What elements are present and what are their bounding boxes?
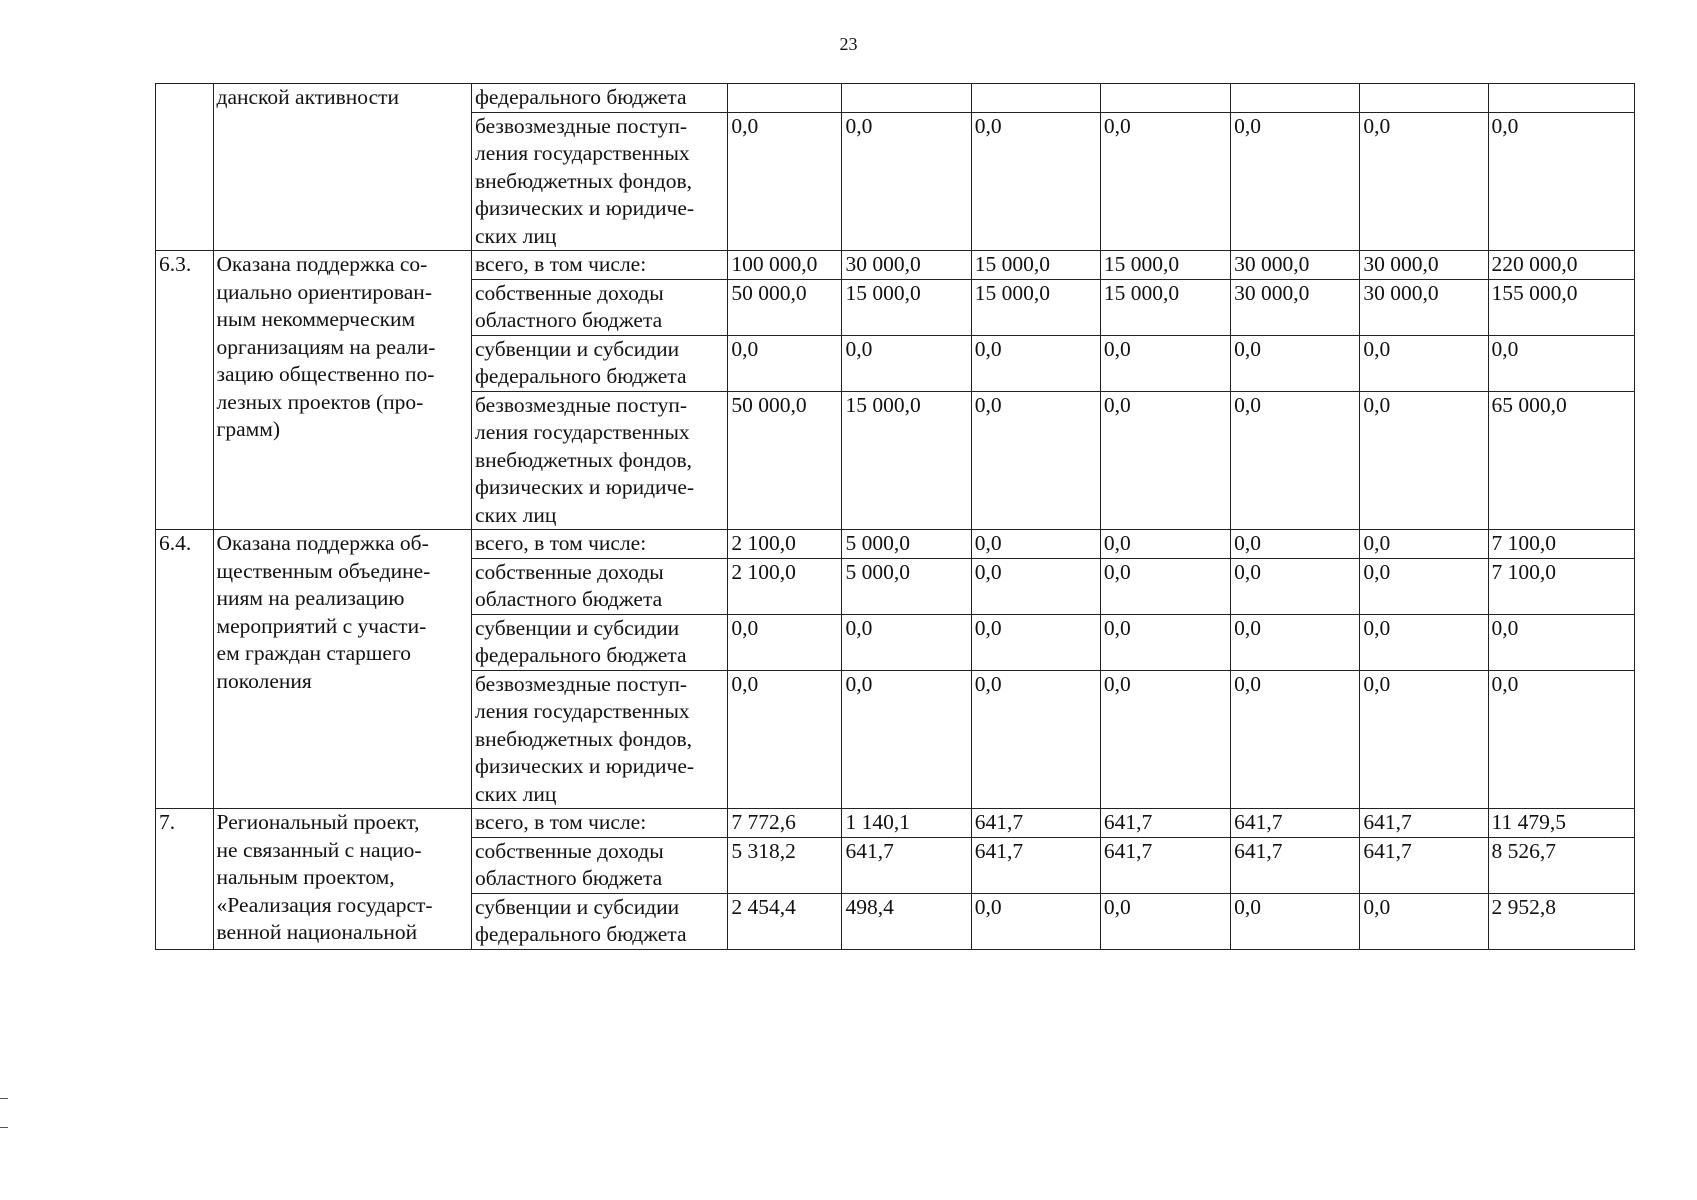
year-value-cell: 0,0 xyxy=(971,530,1100,559)
year-value-cell: 0,0 xyxy=(1100,530,1230,559)
year-value-cell: 0,0 xyxy=(842,614,971,670)
year-value-cell: 0,0 xyxy=(842,335,971,391)
year-value-cell: 0,0 xyxy=(1231,530,1360,559)
year-value-cell: 0,0 xyxy=(1100,893,1230,949)
year-value-cell xyxy=(971,84,1100,113)
year-value-cell: 0,0 xyxy=(1360,335,1488,391)
total-value-cell: 7 100,0 xyxy=(1488,558,1634,614)
margin-mark xyxy=(0,1098,8,1099)
year-value-cell: 641,7 xyxy=(1360,809,1488,838)
year-value-cell xyxy=(728,84,842,113)
year-value-cell: 15 000,0 xyxy=(971,279,1100,335)
year-value-cell xyxy=(1360,84,1488,113)
year-value-cell: 30 000,0 xyxy=(1231,251,1360,280)
year-value-cell: 15 000,0 xyxy=(1100,279,1230,335)
year-value-cell: 0,0 xyxy=(1360,558,1488,614)
year-value-cell: 0,0 xyxy=(1231,614,1360,670)
year-value-cell: 30 000,0 xyxy=(1360,279,1488,335)
table-row xyxy=(156,809,1635,838)
year-value-cell: 0,0 xyxy=(1100,335,1230,391)
year-value-cell: 0,0 xyxy=(1360,112,1488,251)
year-value-cell: 50 000,0 xyxy=(728,391,842,530)
year-value-cell: 2 100,0 xyxy=(728,530,842,559)
item-number-cell: 6.4. xyxy=(156,530,214,809)
funding-source-cell: собственные доходы областного бюджета xyxy=(471,279,727,335)
year-value-cell xyxy=(1100,84,1230,113)
year-value-cell: 30 000,0 xyxy=(842,251,971,280)
year-value-cell: 0,0 xyxy=(1100,670,1230,809)
year-value-cell: 0,0 xyxy=(1100,391,1230,530)
year-value-cell: 0,0 xyxy=(1231,893,1360,949)
total-value-cell: 65 000,0 xyxy=(1488,391,1634,530)
table-row xyxy=(156,84,1635,113)
year-value-cell xyxy=(842,84,971,113)
year-value-cell: 0,0 xyxy=(971,391,1100,530)
year-value-cell: 50 000,0 xyxy=(728,279,842,335)
year-value-cell: 2 454,4 xyxy=(728,893,842,949)
funding-source-cell: субвенции и субсидии федерального бюджета xyxy=(471,893,727,949)
funding-source-cell: безвозмездные поступ- ления государственных внебюджетных фондов, физических и юридиче- ских лиц xyxy=(471,112,727,251)
year-value-cell: 0,0 xyxy=(1360,893,1488,949)
funding-source-cell: собственные доходы областного бюджета xyxy=(471,558,727,614)
year-value-cell: 641,7 xyxy=(971,809,1100,838)
year-value-cell: 15 000,0 xyxy=(1100,251,1230,280)
item-name-cell: Оказана поддержка об- щественным объедине- ниям на реализацию мероприятий с участи- ем граждан старшего поколения xyxy=(213,530,471,809)
total-value-cell: 0,0 xyxy=(1488,112,1634,251)
funding-source-cell: субвенции и субсидии федерального бюджета xyxy=(471,335,727,391)
item-name-cell: данской активности xyxy=(213,84,471,251)
item-number-cell: 7. xyxy=(156,809,214,950)
year-value-cell: 2 100,0 xyxy=(728,558,842,614)
total-value-cell: 155 000,0 xyxy=(1488,279,1634,335)
funding-source-cell: безвозмездные поступ- ления государственных внебюджетных фондов, физических и юридиче- ских лиц xyxy=(471,670,727,809)
funding-source-cell: всего, в том числе: xyxy=(471,251,727,280)
year-value-cell: 0,0 xyxy=(1360,614,1488,670)
funding-source-cell: всего, в том числе: xyxy=(471,809,727,838)
total-value-cell: 7 100,0 xyxy=(1488,530,1634,559)
item-number-cell xyxy=(156,84,214,251)
item-name-cell: Региональный проект, не связанный с нацио- нальным проектом, «Реализация государст- венной национальной xyxy=(213,809,471,950)
year-value-cell: 0,0 xyxy=(971,558,1100,614)
item-name-cell: Оказана поддержка со- циально ориентирован- ным некоммерческим организациям на реали- зацию общественно по- лезных проектов (про- грамм) xyxy=(213,251,471,530)
item-number-cell: 6.3. xyxy=(156,251,214,530)
margin-mark xyxy=(0,1127,8,1128)
table-row xyxy=(156,530,1635,559)
year-value-cell: 0,0 xyxy=(1360,670,1488,809)
year-value-cell: 0,0 xyxy=(842,112,971,251)
year-value-cell: 0,0 xyxy=(1231,335,1360,391)
year-value-cell: 0,0 xyxy=(1100,112,1230,251)
year-value-cell: 0,0 xyxy=(971,670,1100,809)
year-value-cell: 5 000,0 xyxy=(842,530,971,559)
year-value-cell: 1 140,1 xyxy=(842,809,971,838)
funding-source-cell: всего, в том числе: xyxy=(471,530,727,559)
year-value-cell: 5 318,2 xyxy=(728,837,842,893)
year-value-cell: 0,0 xyxy=(1231,670,1360,809)
total-value-cell: 0,0 xyxy=(1488,614,1634,670)
year-value-cell: 0,0 xyxy=(971,893,1100,949)
total-value-cell: 0,0 xyxy=(1488,670,1634,809)
year-value-cell: 0,0 xyxy=(971,112,1100,251)
year-value-cell: 0,0 xyxy=(971,335,1100,391)
funding-source-cell: субвенции и субсидии федерального бюджета xyxy=(471,614,727,670)
total-value-cell: 8 526,7 xyxy=(1488,837,1634,893)
total-value-cell xyxy=(1488,84,1634,113)
year-value-cell: 5 000,0 xyxy=(842,558,971,614)
year-value-cell: 7 772,6 xyxy=(728,809,842,838)
year-value-cell: 0,0 xyxy=(1100,558,1230,614)
table-body xyxy=(156,84,1635,950)
total-value-cell: 11 479,5 xyxy=(1488,809,1634,838)
page-number: 23 xyxy=(839,34,858,54)
year-value-cell: 641,7 xyxy=(1360,837,1488,893)
year-value-cell: 0,0 xyxy=(1360,391,1488,530)
total-value-cell: 220 000,0 xyxy=(1488,251,1634,280)
year-value-cell: 641,7 xyxy=(1231,837,1360,893)
year-value-cell: 0,0 xyxy=(728,335,842,391)
year-value-cell: 30 000,0 xyxy=(1360,251,1488,280)
year-value-cell: 0,0 xyxy=(971,614,1100,670)
year-value-cell: 0,0 xyxy=(1231,391,1360,530)
year-value-cell: 0,0 xyxy=(1231,558,1360,614)
year-value-cell: 641,7 xyxy=(1231,809,1360,838)
year-value-cell: 0,0 xyxy=(842,670,971,809)
year-value-cell: 0,0 xyxy=(728,614,842,670)
year-value-cell: 15 000,0 xyxy=(842,391,971,530)
year-value-cell: 0,0 xyxy=(728,112,842,251)
total-value-cell: 0,0 xyxy=(1488,335,1634,391)
year-value-cell: 15 000,0 xyxy=(842,279,971,335)
year-value-cell: 30 000,0 xyxy=(1231,279,1360,335)
year-value-cell: 0,0 xyxy=(728,670,842,809)
year-value-cell: 15 000,0 xyxy=(971,251,1100,280)
budget-table xyxy=(155,83,1635,950)
funding-source-cell: федерального бюджета xyxy=(471,84,727,113)
year-value-cell: 0,0 xyxy=(1360,530,1488,559)
funding-source-cell: собственные доходы областного бюджета xyxy=(471,837,727,893)
year-value-cell: 498,4 xyxy=(842,893,971,949)
year-value-cell: 641,7 xyxy=(971,837,1100,893)
total-value-cell: 2 952,8 xyxy=(1488,893,1634,949)
year-value-cell: 0,0 xyxy=(1231,112,1360,251)
table-row xyxy=(156,251,1635,280)
year-value-cell: 641,7 xyxy=(1100,837,1230,893)
year-value-cell: 641,7 xyxy=(1100,809,1230,838)
year-value-cell: 641,7 xyxy=(842,837,971,893)
year-value-cell: 0,0 xyxy=(1100,614,1230,670)
year-value-cell: 100 000,0 xyxy=(728,251,842,280)
year-value-cell xyxy=(1231,84,1360,113)
funding-source-cell: безвозмездные поступ- ления государственных внебюджетных фондов, физических и юридиче- ских лиц xyxy=(471,391,727,530)
